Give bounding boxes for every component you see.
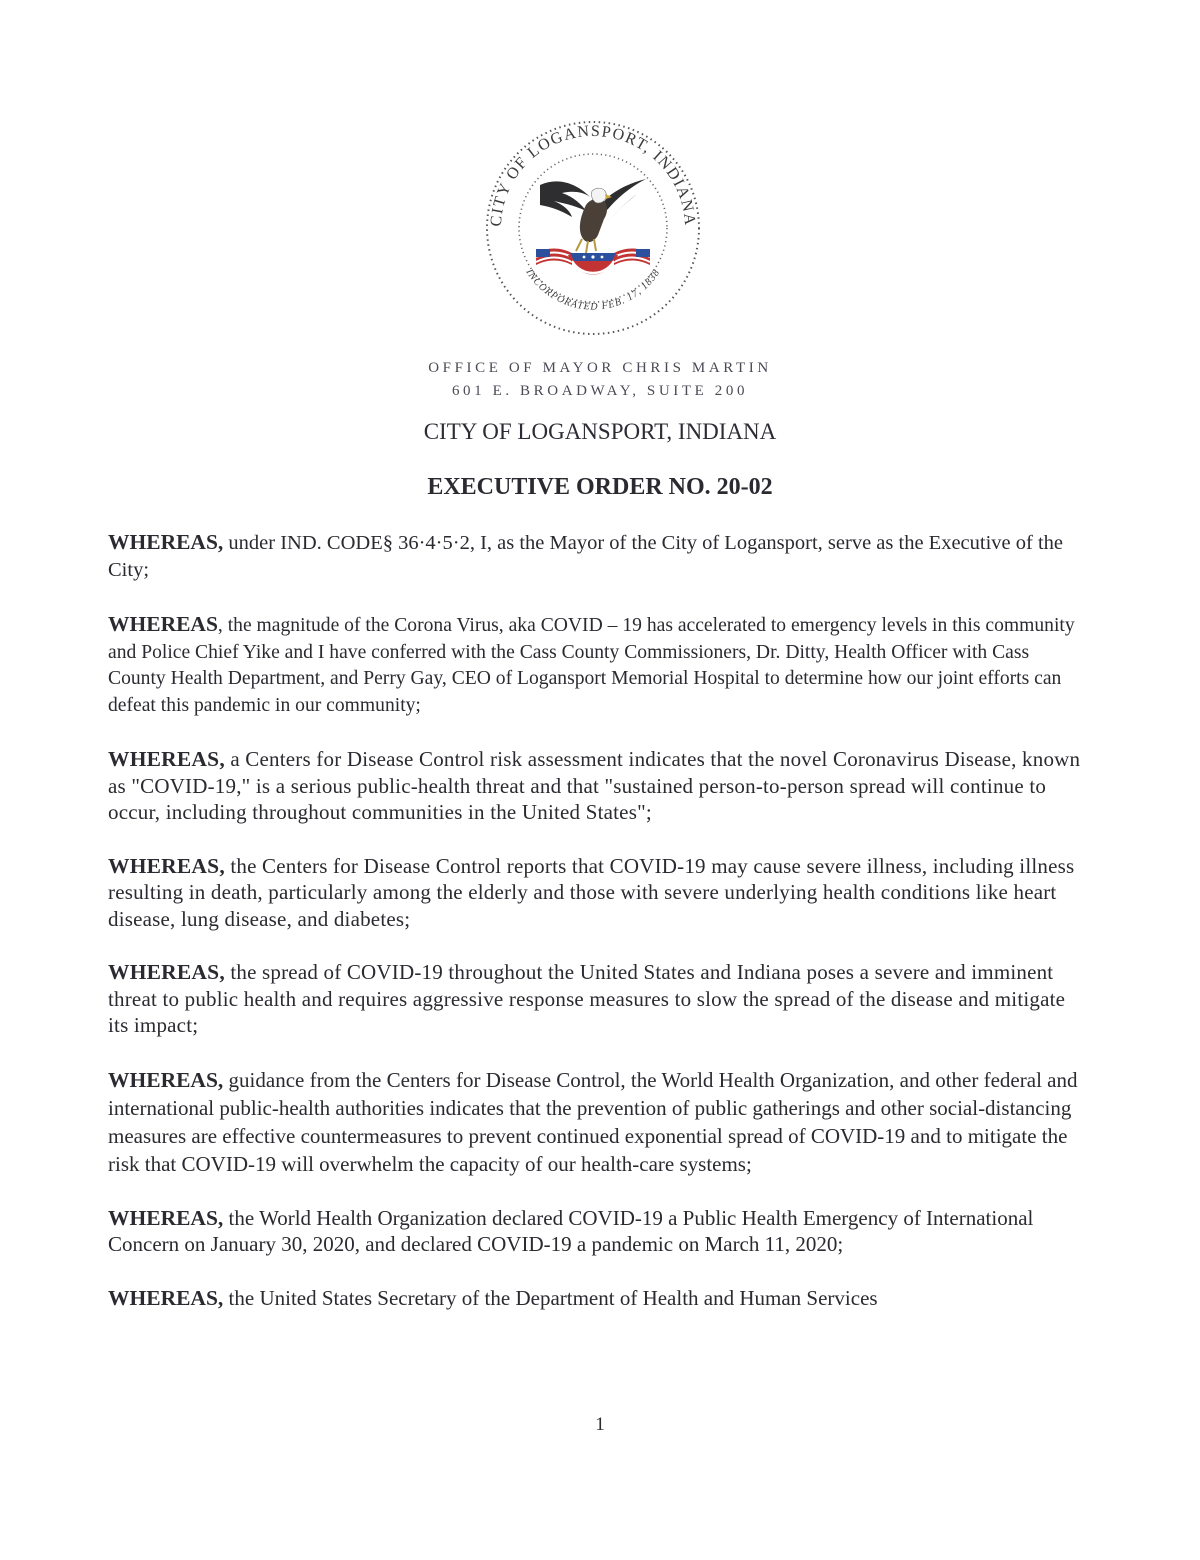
whereas-paragraph	[108, 1285, 1083, 1312]
whereas-paragraph	[108, 611, 1083, 719]
whereas-paragraph	[108, 1066, 1083, 1178]
eagle-icon	[540, 179, 646, 253]
whereas-paragraph	[108, 746, 1083, 826]
city-seal	[478, 113, 708, 343]
paragraph-text: the World Health Organization declared COVID-19 a Public Health Emergency of International Concern on January 30, 2020, and declared COVID-19 a pandemic on March 11, 2020;	[108, 1205, 1034, 1256]
paragraph-text: the spread of COVID-19 throughout the United States and Indiana poses a severe and imminent threat to public health and requires aggressive response measures to slow the spread of the disease and mitigate its impact;	[108, 960, 1066, 1037]
paragraph-text: under IND. CODE§ 36·4·5·2, I, as the Mayor of the City of Logansport, serve as the Executive of the City;	[108, 532, 1064, 581]
flag-bunting-icon	[536, 249, 650, 275]
paragraph-text: the Centers for Disease Control reports that COVID-19 may cause severe illness, including illness resulting in death, particularly among the elderly and those with severe underlying health conditions like heart disease, lung disease, and diabetes;	[108, 853, 1075, 931]
paragraph-text: the United States Secretary of the Department of Health and Human Services	[223, 1285, 878, 1310]
whereas-keyword: WHEREAS	[108, 612, 218, 636]
city-name: CITY OF LOGANSPORT, INDIANA	[423, 419, 777, 444]
office-line-1: OFFICE OF MAYOR CHRIS MARTIN	[428, 360, 772, 376]
whereas-keyword: WHEREAS,	[108, 1067, 224, 1092]
whereas-paragraph	[108, 853, 1083, 933]
whereas-keyword: WHEREAS,	[108, 960, 225, 984]
paragraph-text: , the magnitude of the Corona Virus, aka COVID – 19 has accelerated to emergency levels in this community and Police Chief Yike and I have conferred with the Cass County Commissioners, Dr. Ditty, Health Officer with Cass County Health Department, and Perry Gay, CEO of Logansport Memorial Hospital to determine how our joint efforts can defeat this pandemic in our community;	[108, 615, 1075, 716]
whereas-paragraph	[108, 1205, 1083, 1258]
seal-inner-text: INCORPORATED FEB. 17, 1838	[523, 267, 663, 313]
seal-outer-text: CITY OF LOGANSPORT, INDIANA	[487, 122, 699, 228]
seal-graphic	[478, 113, 708, 343]
whereas-keyword: WHEREAS,	[108, 853, 225, 878]
whereas-paragraph	[108, 529, 1083, 584]
paragraph-text: guidance from the Centers for Disease Control, the World Health Organization, and other federal and international public-health authorities indicates that the prevention of public gatherings and other social-distancing measures are effective countermeasures to prevent continued exponential spread of COVID-19 and to mitigate the risk that COVID-19 will overwhelm the capacity of our health-care systems;	[108, 1067, 1078, 1176]
whereas-keyword: WHEREAS,	[108, 747, 225, 771]
whereas-paragraph	[108, 959, 1083, 1039]
page-number: 1	[595, 1414, 605, 1435]
order-body	[108, 529, 1083, 1338]
paragraph-text: a Centers for Disease Control risk assessment indicates that the novel Coronavirus Disease, known as "COVID-19," is a serious public-health threat and that "sustained person-to-person spread will continue to occur, including throughout communities in the United States";	[108, 747, 1081, 824]
order-title: EXECUTIVE ORDER NO. 20-02	[427, 474, 773, 500]
whereas-keyword: WHEREAS,	[108, 530, 224, 554]
whereas-keyword: WHEREAS,	[108, 1285, 224, 1310]
office-address: 601 E. BROADWAY, SUITE 200	[451, 383, 749, 399]
whereas-keyword: WHEREAS,	[108, 1205, 224, 1230]
